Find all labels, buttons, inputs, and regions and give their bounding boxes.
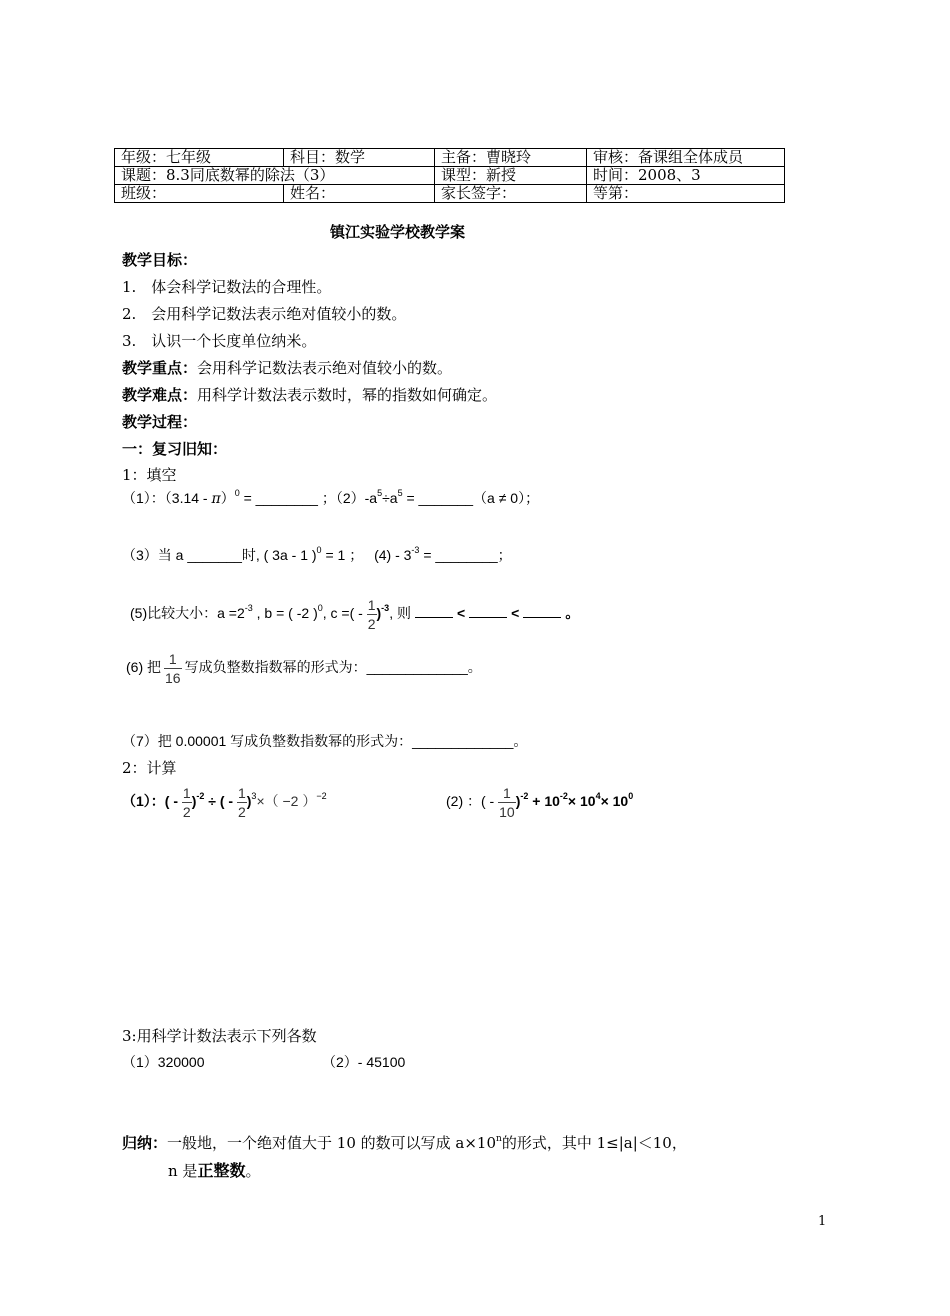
calc1-text: ): [246, 793, 252, 810]
school-title: 镇江实验学校教学案: [330, 223, 466, 241]
summary-line-2: [168, 1158, 260, 1181]
q1-text: （1）：（3.14 -: [122, 490, 212, 506]
q5-text: , 则: [389, 605, 411, 622]
subject-cell: 科目：数学: [284, 149, 435, 167]
denominator: 10: [499, 804, 515, 820]
q5-text: ): [376, 605, 382, 622]
q5-text: , b = ( -2 ): [252, 605, 318, 622]
pi-symbol: π: [211, 491, 221, 507]
topic-cell: 课题：8.3同底数幂的除法（3）: [115, 167, 435, 185]
section3-item: （2）- 45100: [322, 1054, 406, 1070]
q5-end: 。: [565, 605, 580, 622]
summary-text: 。: [245, 1162, 261, 1180]
exponent: 5: [377, 488, 383, 498]
q4-text: = ________；: [419, 547, 512, 563]
key-point: [122, 357, 452, 378]
section1-title: 1：填空: [122, 466, 177, 484]
calc2-text: ): [515, 793, 521, 810]
q6-text: 写成负整数指数幂的形式为：_____________。: [184, 659, 482, 676]
fraction: [498, 784, 516, 821]
author-cell: 主备：曹晓玲: [435, 149, 587, 167]
numerator: 1: [164, 650, 182, 669]
parent-signature-cell: 家长签字：: [435, 185, 587, 203]
answer-blank[interactable]: [415, 611, 453, 618]
table-row: [115, 185, 785, 203]
q2-text: ÷a: [382, 490, 398, 506]
process-heading: 教学过程：: [122, 413, 198, 431]
calc1-text: ×（ −2 ）: [256, 793, 317, 810]
exponent: n: [496, 1134, 502, 1144]
objective-item: 2. 会用科学记数法表示绝对值较小的数。: [122, 305, 407, 323]
fraction: [164, 650, 182, 687]
summary-text: 一般地，一个绝对值大于 10 的数可以写成 a×10: [167, 1134, 497, 1152]
summary-line-1: [122, 1132, 687, 1153]
page-number: 1: [818, 1214, 827, 1229]
name-cell: 姓名：: [284, 185, 435, 203]
exponent: -2: [559, 791, 568, 802]
key-point-text: 会用科学记数法表示绝对值较小的数。: [197, 359, 453, 377]
summary-emphasis: 正整数: [197, 1161, 246, 1180]
question-7: （7）把 0.00001 写成负整数指数幂的形式为：_____________。: [122, 733, 528, 749]
q2-text: = _______（a ≠ 0）；: [402, 490, 540, 506]
numerator: 1: [498, 784, 516, 803]
answer-blank[interactable]: [523, 611, 561, 618]
objective-item: 1. 体会科学记数法的合理性。: [122, 278, 332, 296]
exponent: 4: [595, 791, 601, 802]
q5-text: , c =( -: [322, 605, 367, 622]
exponent: 0: [316, 545, 322, 555]
denominator: 2: [367, 616, 376, 632]
calc1-text: （1）：( -: [122, 793, 182, 810]
summary-text: 的形式，其中 1≤|a|＜10，: [501, 1134, 687, 1152]
summary-label: 归纳：: [122, 1134, 168, 1152]
denominator: 2: [237, 804, 246, 820]
denominator: 16: [165, 670, 181, 686]
table-row: [115, 167, 785, 185]
review-heading: 一：复习旧知：: [122, 440, 228, 458]
calc2-text: × 10: [567, 793, 596, 810]
exponent: 5: [397, 488, 403, 498]
calc2-text: × 10: [600, 793, 629, 810]
calc1-text: ): [191, 793, 197, 810]
q1-text: = ________ ；（2）-a: [239, 490, 378, 506]
exponent: -2: [520, 791, 529, 802]
difficulty-label: 教学难点：: [122, 386, 198, 404]
q3-text: （3）当 a _______时, ( 3a - 1 ): [122, 547, 317, 563]
less-than-sign: <: [456, 605, 466, 622]
section3-title: 3:用科学计数法表示下列各数: [122, 1027, 317, 1045]
exponent: -3: [244, 603, 253, 614]
table-row: [115, 149, 785, 167]
exponent: -2: [196, 791, 205, 802]
class-cell: 班级：: [115, 185, 284, 203]
fraction: [237, 784, 247, 821]
numerator: 1: [237, 785, 246, 801]
grade-cell: 年级：七年级: [115, 149, 284, 167]
fraction: [367, 596, 377, 633]
lesson-type-cell: 课型：新授: [435, 167, 587, 185]
header-info-table: [114, 148, 785, 203]
exponent: 0: [628, 791, 634, 802]
question-1-2: [122, 488, 539, 508]
denominator: 2: [182, 804, 191, 820]
answer-blank[interactable]: [469, 611, 507, 618]
q4-text: = 1 ； (4) - 3: [321, 547, 412, 563]
less-than-sign: <: [511, 605, 520, 622]
calc1-text: ÷ ( -: [204, 793, 237, 810]
summary-text: n 是: [168, 1162, 198, 1180]
question-6: [126, 650, 482, 687]
objective-item: 3. 认识一个长度单位纳米。: [122, 332, 317, 350]
fraction: [182, 784, 192, 821]
reviewer-cell: 审核：备课组全体成员: [587, 149, 785, 167]
section3-item: （1）320000: [122, 1054, 205, 1070]
question-5: [130, 596, 579, 633]
grade-level-cell: 等第：: [587, 185, 785, 203]
objectives-heading: 教学目标：: [122, 251, 198, 269]
exponent: -3: [381, 603, 390, 614]
key-point-label: 教学重点：: [122, 359, 198, 377]
q5-text: (5)比较大小：a =2: [130, 605, 245, 622]
calc-1: [122, 784, 327, 821]
exponent: 3: [251, 791, 257, 802]
calc2-text: + 10: [528, 793, 560, 810]
exponent: −2: [316, 791, 327, 802]
exponent: 0: [234, 488, 240, 498]
q1-text: ）: [220, 490, 235, 506]
exponent: -3: [411, 545, 420, 555]
numerator: 1: [182, 785, 191, 801]
exponent: 0: [317, 603, 323, 614]
calc2-text: (2) ：( -: [446, 793, 499, 810]
q6-text: (6) 把: [126, 659, 161, 676]
difficulty: [122, 384, 497, 405]
question-3-4: [122, 545, 512, 565]
calc-2: [446, 784, 633, 821]
section2-title: 2：计算: [122, 759, 177, 777]
date-cell: 时间：2008、3: [587, 167, 785, 185]
difficulty-text: 用科学计数法表示数时，幂的指数如何确定。: [197, 386, 498, 404]
numerator: 1: [367, 597, 376, 613]
